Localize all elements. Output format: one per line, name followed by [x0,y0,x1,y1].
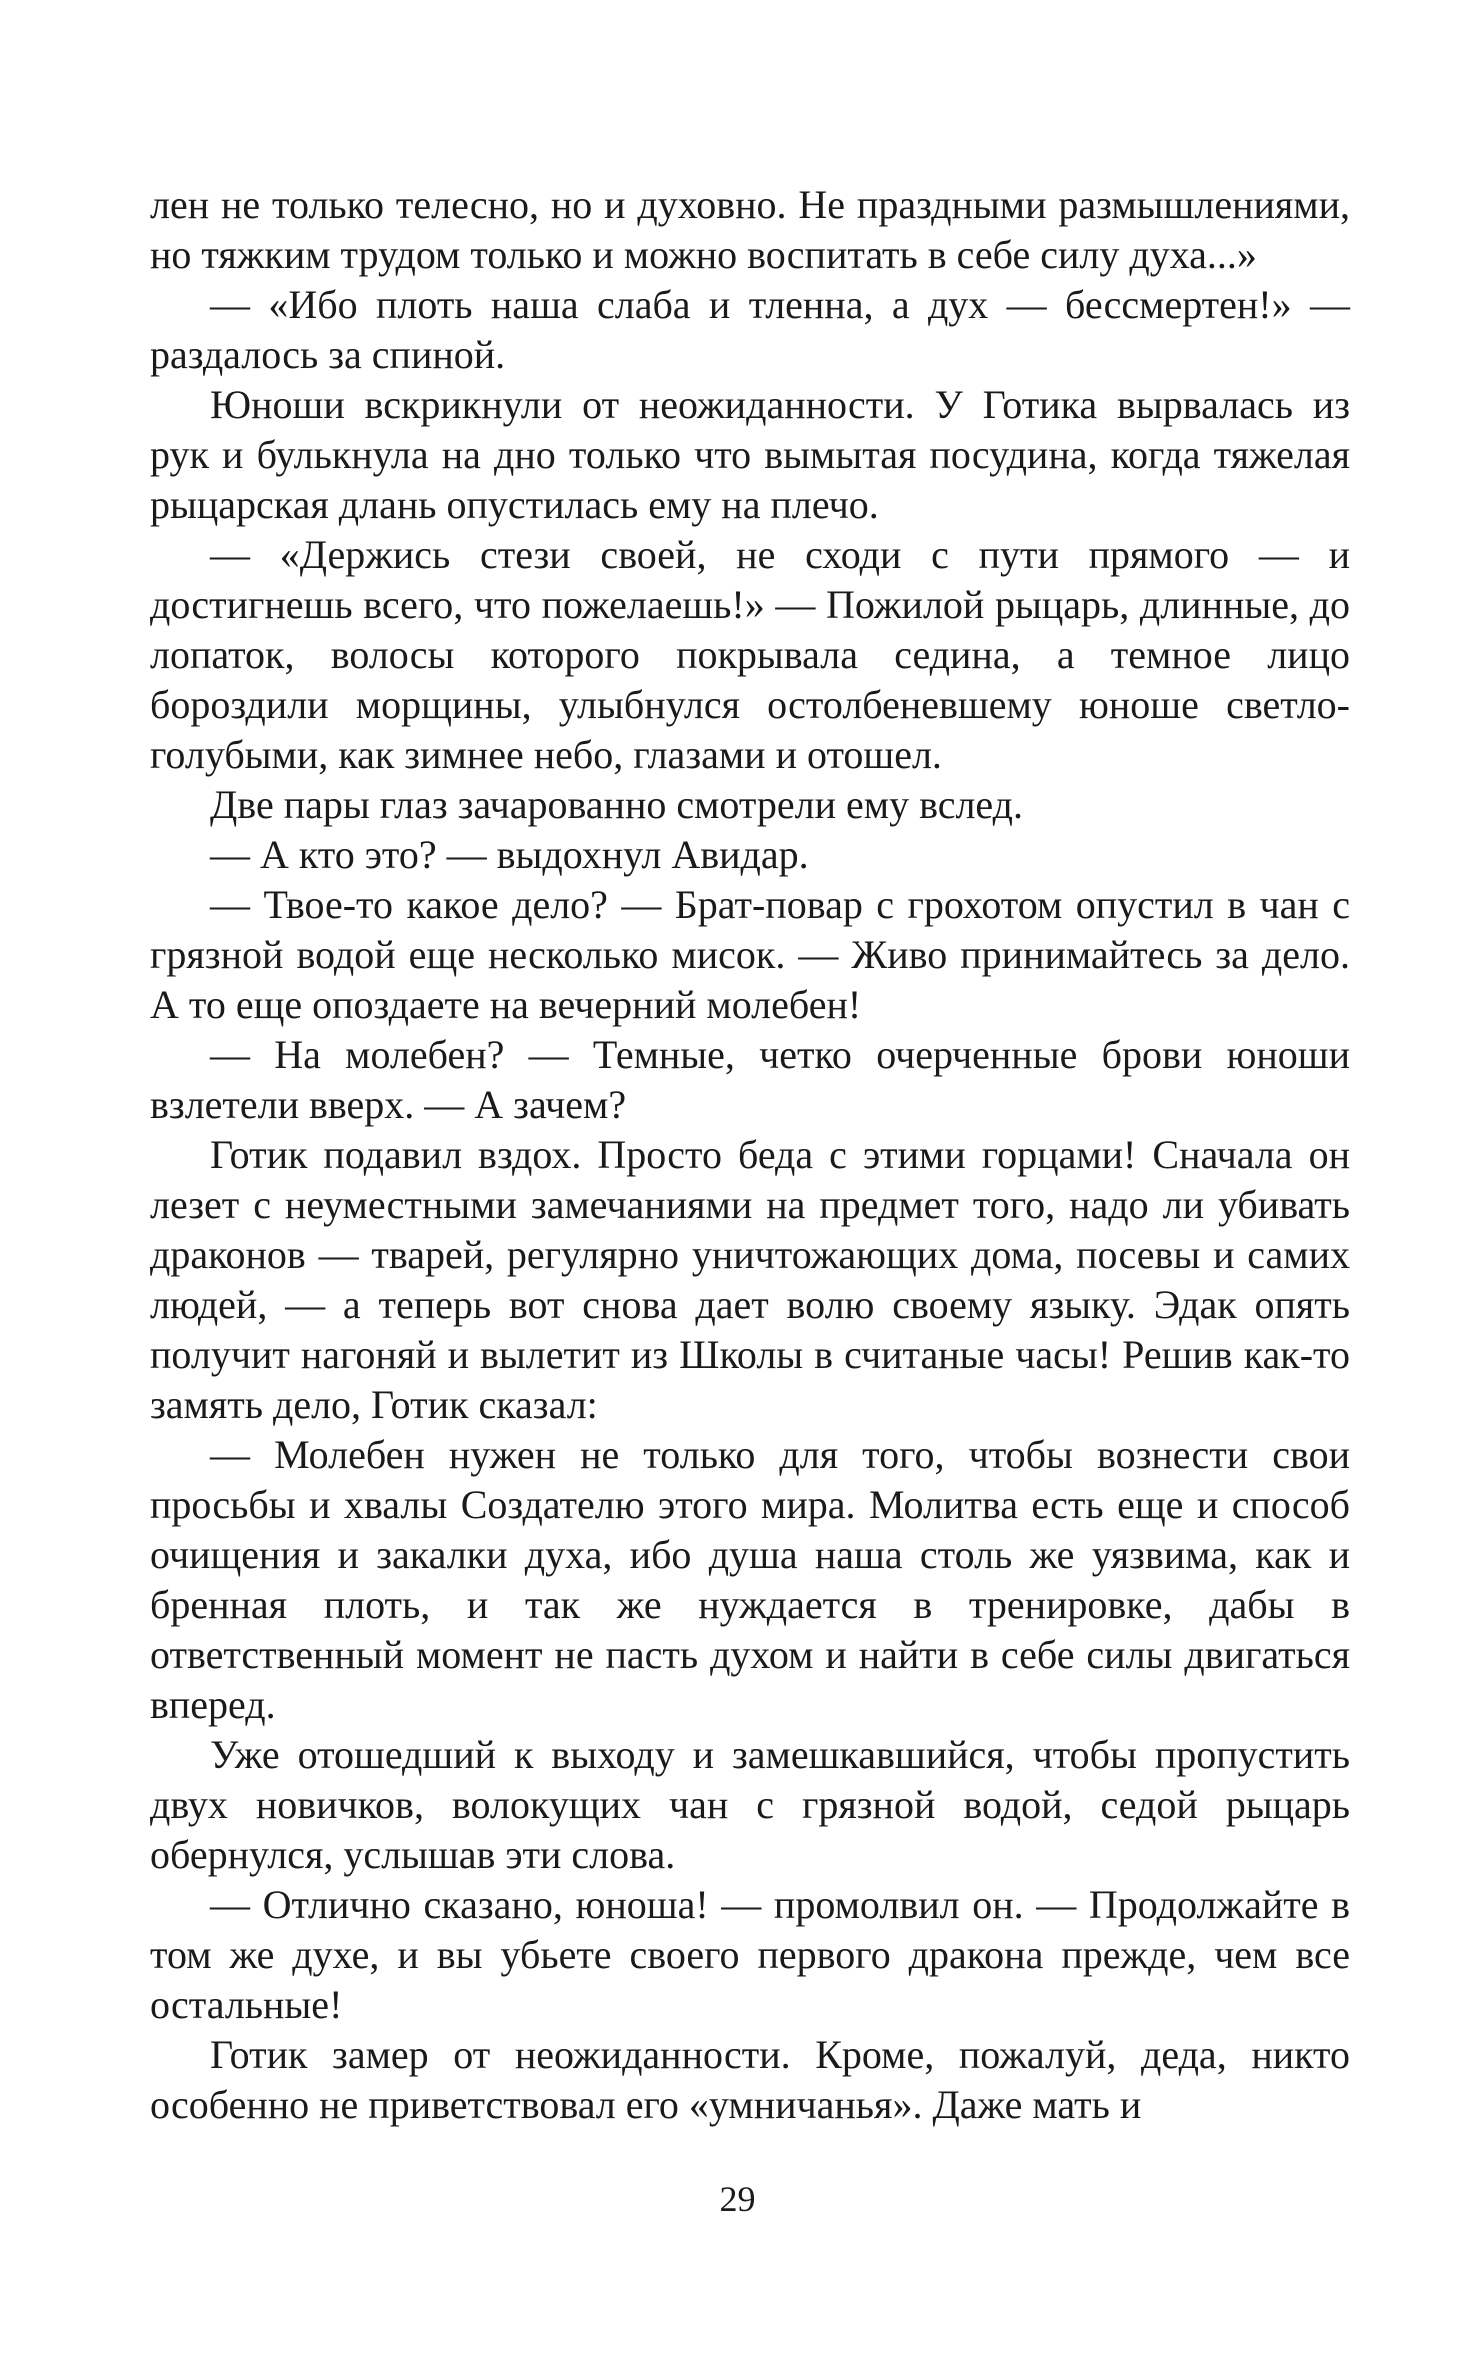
paragraph-4: — «Держись стези своей, не сходи с пути прямого — и достигнешь всего, что пожелаешь!» — Пожилой рыцарь, длинные, до лопаток, волосы которого покрывала седина, а темное лицо бороздили морщины, улыбнулся остолбеневшему юноше светло-голубыми, как зимнее небо, глазами и отошел. [150,532,1350,777]
paragraph-3: Юноши вскрикнули от неожиданности. У Готика вырвалась из рук и булькнула на дно только что вымытая посудина, когда тяжелая рыцарская длань опустилась ему на плечо. [150,382,1350,527]
paragraph-5: Две пары глаз зачарованно смотрели ему вслед. [210,782,1024,827]
paragraph-10: — Молебен нужен не только для того, чтобы вознести свои просьбы и хвалы Создателю этого мира. Молитва есть еще и способ очищения и закалки духа, ибо душа наша столь же уязвима, как и бренная плоть, и так же нуждается в тренировке, дабы в ответственный момент не пасть духом и найти в себе силы двигаться вперед. [150,1432,1350,1727]
page-number: 29 [719,2179,756,2219]
paragraph-13: Готик замер от неожиданности. Кроме, пожалуй, деда, никто особенно не приветствовал его «умничанья». Даже мать и [150,2032,1350,2127]
paragraph-9: Готик подавил вздох. Просто беда с этими горцами! Сначала он лезет с неуместными замечаниями на предмет того, надо ли убивать драконов — тварей, регулярно уничтожающих дома, посевы и самих людей, — а теперь вот снова дает волю своему языку. Эдак опять получит нагоняй и вылетит из Школы в считаные часы! Решив как-то замять дело, Готик сказал: [150,1132,1350,1427]
page-body [150,180,1350,2130]
paragraph-2: — «Ибо плоть наша слаба и тленна, а дух — бессмертен!» — раздалось за спиной. [150,282,1350,377]
paragraph-1: лен не только телесно, но и духовно. Не праздными размышлениями, но тяжким трудом только и можно воспитать в себе силу духа...» [150,182,1350,277]
paragraph-6: — А кто это? — выдохнул Авидар. [210,832,809,877]
paragraph-11: Уже отошедший к выходу и замешкавшийся, чтобы пропустить двух новичков, волокущих чан с грязной водой, седой рыцарь обернулся, услышав эти слова. [150,1732,1350,1877]
paragraph-8: — На молебен? — Темные, четко очерченные брови юноши взлетели вверх. — А зачем? [150,1032,1350,1127]
paragraph-12: — Отлично сказано, юноша! — промолвил он. — Продолжайте в том же духе, и вы убьете своего первого дракона прежде, чем все остальные! [150,1882,1350,2027]
paragraph-7: — Твое-то какое дело? — Брат-повар с грохотом опустил в чан с грязной водой еще несколько мисок. — Живо принимайтесь за дело. А то еще опоздаете на вечерний молебен! [150,882,1350,1027]
